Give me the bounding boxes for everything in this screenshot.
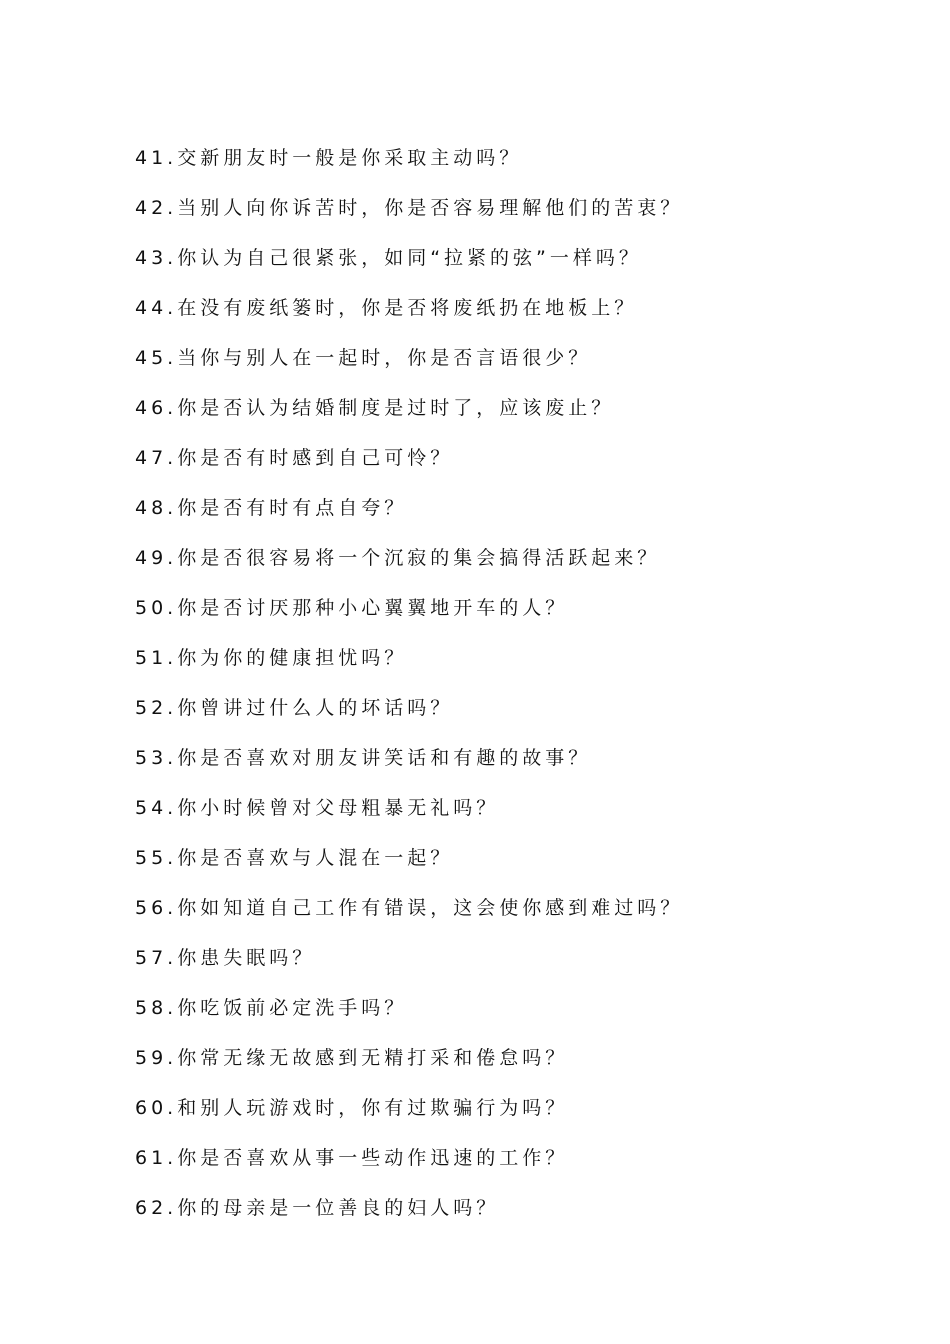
question-item: 45.当你与别人在一起时，你是否言语很少？ (135, 347, 592, 369)
question-item: 62.你的母亲是一位善良的妇人吗？ (135, 1197, 500, 1219)
question-item: 46.你是否认为结婚制度是过时了，应该废止？ (135, 397, 615, 419)
question-item: 42.当别人向你诉苦时，你是否容易理解他们的苦衷？ (135, 197, 684, 219)
question-item: 61.你是否喜欢从事一些动作迅速的工作？ (135, 1147, 569, 1169)
question-item: 52.你曾讲过什么人的坏话吗？ (135, 697, 454, 719)
question-item: 56.你如知道自己工作有错误，这会使你感到难过吗？ (135, 897, 684, 919)
question-item: 43.你认为自己很紧张，如同“拉紧的弦”一样吗？ (135, 247, 642, 269)
question-item: 51.你为你的健康担忧吗？ (135, 647, 408, 669)
question-item: 54.你小时候曾对父母粗暴无礼吗？ (135, 797, 500, 819)
question-item: 58.你吃饭前必定洗手吗？ (135, 997, 408, 1019)
question-item: 59.你常无缘无故感到无精打采和倦怠吗？ (135, 1047, 569, 1069)
question-item: 41.交新朋友时一般是你采取主动吗？ (135, 147, 523, 169)
question-item: 50.你是否讨厌那种小心翼翼地开车的人？ (135, 597, 569, 619)
question-list (135, 141, 895, 1241)
question-item: 44.在没有废纸篓时，你是否将废纸扔在地板上？ (135, 297, 638, 319)
question-item: 47.你是否有时感到自己可怜？ (135, 447, 454, 469)
question-item: 48.你是否有时有点自夸？ (135, 497, 408, 519)
question-item: 60.和别人玩游戏时，你有过欺骗行为吗？ (135, 1097, 569, 1119)
question-item: 55.你是否喜欢与人混在一起？ (135, 847, 454, 869)
question-item: 53.你是否喜欢对朋友讲笑话和有趣的故事？ (135, 747, 592, 769)
question-item: 49.你是否很容易将一个沉寂的集会搞得活跃起来？ (135, 547, 661, 569)
question-item: 57.你患失眠吗？ (135, 947, 316, 969)
